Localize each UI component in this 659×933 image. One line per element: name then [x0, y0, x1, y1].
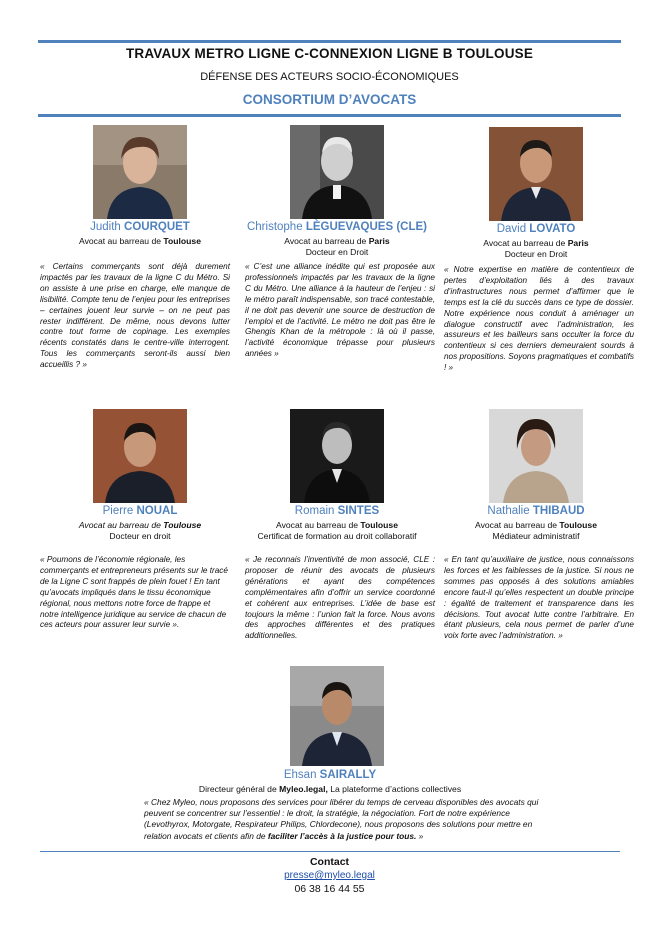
role-ehsan-sairally — [80, 784, 580, 795]
role-extra: Docteur en Droit — [305, 247, 369, 257]
role-city: Toulouse — [360, 520, 398, 530]
quote-pierre-noual: « Poumons de l’économie régionale, les commerçants et entrepreneurs présents sur le tracé de la Ligne C sont frappés de plein fouet ! En tant qu’avocats impliqués dans le tissu économique régional, nous mettons notre force de frappe et notre intelligence juridique au service de chacun de ces acteurs pour assurer leur survie ». — [40, 555, 228, 630]
role-city: Toulouse — [559, 520, 597, 530]
name-romain-sintes — [237, 505, 437, 517]
role-prefix: Avocat au barreau de — [276, 520, 361, 530]
first-name: Romain — [294, 505, 335, 517]
name-judith-courquet — [40, 221, 240, 233]
contact-rule — [40, 851, 620, 852]
role-city: Toulouse — [163, 520, 202, 530]
last-name: THIBAUD — [532, 505, 585, 517]
role-extra: Certificat de formation au droit collaboratif — [257, 531, 417, 541]
role-company: Myleo.legal, — [279, 784, 328, 794]
photo-nathalie-thibaud — [489, 409, 583, 503]
role-prefix: Avocat au barreau de — [79, 236, 164, 246]
photo-pierre-noual — [93, 409, 187, 503]
photo-romain-sintes — [290, 409, 384, 503]
page-title: TRAVAUX METRO LIGNE C-CONNEXION LIGNE B TOULOUSE — [125, 46, 534, 61]
role-prefix: Avocat au barreau de — [78, 520, 164, 530]
name-pierre-noual — [40, 505, 240, 517]
role-prefix: Avocat au barreau de — [284, 236, 369, 246]
last-name: SAIRALLY — [319, 769, 377, 781]
role-david-lovato — [436, 238, 636, 260]
name-nathalie-thibaud — [436, 505, 636, 517]
role-city: Paris — [567, 238, 589, 248]
photo-ehsan-sairally — [290, 666, 384, 766]
contact-title: Contact — [309, 856, 350, 868]
consortium-heading: CONSORTIUM D’AVOCATS — [242, 92, 417, 107]
name-david-lovato — [436, 223, 636, 235]
top-rule — [38, 40, 621, 43]
photo-judith-courquet — [93, 125, 187, 219]
role-prefix: Directeur général de — [198, 784, 280, 794]
first-name: Judith — [90, 221, 121, 233]
role-prefix: Avocat au barreau de — [475, 520, 560, 530]
quote-ehsan-sairally — [144, 797, 542, 842]
contact-phone: 06 38 16 44 55 — [294, 883, 365, 895]
first-name: Nathalie — [487, 505, 530, 517]
contact-email-link[interactable]: presse@myleo.legal — [284, 870, 375, 881]
last-name: SINTES — [337, 505, 380, 517]
quote-end: » — [416, 830, 424, 841]
header-rule — [38, 114, 621, 117]
role-extra: Docteur en droit — [109, 531, 171, 541]
role-city: Paris — [368, 236, 390, 246]
role-extra: Médiateur administratif — [492, 531, 580, 541]
role-extra: Docteur en Droit — [504, 249, 568, 259]
last-name: LOVATO — [529, 223, 576, 235]
role-nathalie-thibaud — [436, 520, 636, 542]
first-name: Ehsan — [283, 769, 317, 781]
last-name: LÈGUEVAQUES (CLE) — [305, 221, 427, 233]
photo-david-lovato — [489, 127, 583, 221]
role-judith-courquet — [40, 236, 240, 247]
role-romain-sintes — [237, 520, 437, 542]
name-christophe-leguevaques — [237, 221, 437, 233]
role-christophe-leguevaques — [237, 236, 437, 258]
role-prefix: Avocat au barreau de — [483, 238, 568, 248]
role-pierre-noual — [40, 520, 240, 542]
quote-main: « Chez Myleo, nous proposons des services pour libérer du temps de cerveau disponibles des avocats qui peuvent se concentrer sur l’essentiel : le droit, la stratégie, la négociation. Fort de notre expérience (Levothyrox, Motorgate, Respirateur Philips, Chlordecone), nous proposons des solutions pour mettre en relation avocats et clients afin de — [144, 797, 539, 841]
first-name: David — [496, 223, 527, 235]
first-name: Pierre — [102, 505, 134, 517]
last-name: COURQUET — [124, 221, 190, 233]
first-name: Christophe — [246, 221, 303, 233]
quote-emphasis: faciliter l’accès à la justice pour tous. — [267, 830, 417, 841]
quote-nathalie-thibaud: « En tant qu’auxiliaire de justice, nous connaissons les forces et les faiblesses de la justice. Si nous ne sommes pas opposés à des solutions amiables encore faut-il qu’elles respectent un double principe : égalité de traitement et transparence dans les décisions. Tout avocat lutte contre l’arbitraire. En étant plusieurs, cela nous permet de parler d’une voix forte avec l’administration. » — [444, 555, 634, 641]
quote-romain-sintes: « Je reconnais l’inventivité de mon associé, CLE : proposer de réunir des avocats de plusieurs générations et ayant des compétences complémentaires afin d’offrir un service coordonné et cohérent aux entreprises. L’idée de base est toujours la même : l’union fait la force. Nous avons des approches différentes et des pratiques additionnelles. — [245, 555, 435, 641]
page-subtitle: DÉFENSE DES ACTEURS SOCIO-ÉCONOMIQUES — [200, 71, 459, 83]
quote-judith-courquet: « Certains commerçants sont déjà durement impactés par les travaux de la ligne C du Métro. Si on assiste à une prise en charge, elle manque de lisibilité. Compte tenu de l’enjeu pour les entreprises – certaines jouent leur survie – on ne peut pas rester indifférent. De même, nous devons lutter contre tout forme de copinage. Les exemples récents constatés dans le centre-ville interrogent. Tous les commerçants seront-ils aussi bien accueillis ? » — [40, 262, 230, 370]
photo-christophe-leguevaques — [290, 125, 384, 219]
quote-christophe-leguevaques: « C’est une alliance inédite qui est proposée aux professionnels impactés par les travaux de la ligne C du Métro. Une alliance à la hauteur de l’enjeu : si le métro paraît indispensable, son tracé contestable, il ne doit pas devenir une source de destruction de l’emploi et de l’activité. Le métro ne doit pas être le Ghengis Khan de la métropole : là où il passe, l’activité économique trépasse pour plusieurs années » — [245, 262, 435, 359]
role-suffix: La plateforme d’actions collectives — [327, 784, 462, 794]
last-name: NOUAL — [136, 505, 178, 517]
name-ehsan-sairally — [230, 769, 430, 781]
role-city: Toulouse — [163, 236, 201, 246]
quote-david-lovato: « Notre expertise en matière de contentieux de pertes d’exploitation liés à des travaux d’infrastructures nous permet d’affirmer que le temps est la clé du succès dans ce type de dossier. Notre expérience nous conduit à aménager un dialogue constructif avec l’administration, les assureurs et les bailleurs sans occulter la force du contentieux si ces derniers demeuraient sourds à nos propositions. Soyons pragmatiques et combatifs ! » — [444, 265, 634, 373]
